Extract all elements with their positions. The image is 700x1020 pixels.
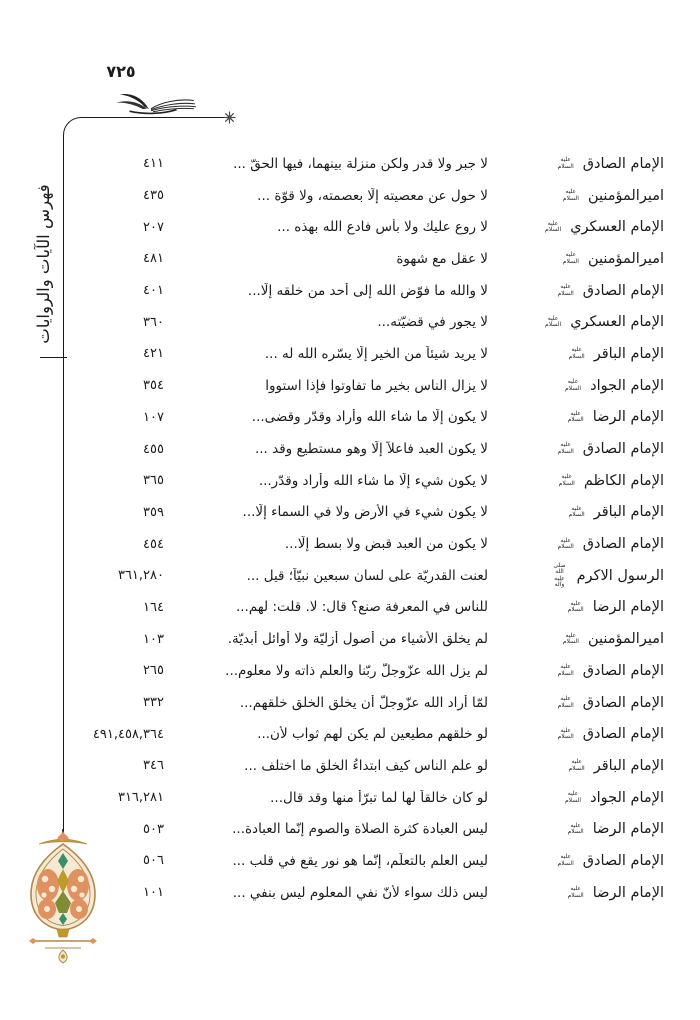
narrator-name: الإمام الصادق (582, 662, 664, 679)
index-entry-row (60, 148, 664, 180)
narrator-name: الإمام الباقر (593, 345, 664, 362)
open-book-sketch-icon (102, 85, 200, 117)
entry-text: لا عقل مع شهوة (396, 250, 488, 267)
honorific-stamp: عليه السلام (545, 219, 562, 234)
honorific-stamp: عليه السلام (562, 251, 579, 265)
entry-page-number: ٥٠٣ (143, 821, 164, 837)
entry-page-number: ٤٨١ (143, 251, 164, 267)
entry-page-number: ٣٥٩ (143, 504, 164, 520)
honorific-stamp: عليه السلام (567, 821, 584, 836)
entry-text: لا يزال الناس بخير ما تفاوتوا فإذا استووا (265, 377, 488, 394)
entry-text: لا حول عن معصيته إلّا بعصمته، ولا قوّة ... (257, 187, 488, 204)
honorific-stamp: عليه السلام (567, 885, 584, 899)
honorific-stamp: عليه السلام (567, 599, 584, 614)
entry-text: ليس العبادة كثرة الصلاة والصوم إنّما العبادة... (232, 821, 488, 838)
narrator-cell (488, 695, 664, 711)
honorific-stamp: عليه السلام (568, 346, 585, 360)
entry-page-number: ٣٦١,٢٨٠ (117, 568, 164, 584)
narrator-cell (488, 156, 664, 172)
entry-text: لا يجور في قضيّته... (377, 314, 488, 331)
honorific-stamp: عليه السلام (557, 853, 574, 867)
index-entry-row (60, 623, 664, 655)
honorific-stamp: عليه السلام (557, 441, 574, 456)
index-entry-row (60, 845, 664, 877)
narrator-name: الإمام الرضا (592, 409, 664, 426)
entry-page-number: ٢٦٥ (143, 663, 164, 679)
index-entry-row (60, 655, 664, 687)
index-entry-row (60, 497, 664, 529)
honorific-stamp: عليه السلام (545, 314, 562, 329)
honorific-stamp: عليه السلام (557, 726, 574, 741)
arabesque-pendant-icon (23, 829, 103, 967)
narrator-cell (488, 283, 664, 299)
entry-page-number: ٤٥٥ (143, 441, 164, 457)
entry-page-number: ٤١١ (143, 156, 164, 172)
flower-asterisk-icon (222, 110, 237, 125)
entry-text: لا يكون العبد فاعلاً إلّا وهو مستطيع وقد ... (254, 441, 488, 458)
entry-text: لا يكون شيء إلّا ما شاء الله وأراد وقدّر... (258, 472, 488, 489)
honorific-stamp: عليه السلام (557, 663, 574, 677)
narrator-name: الإمام الرضا (592, 599, 664, 616)
index-entry-row (60, 782, 664, 814)
entry-page-number: ٣٦٠ (143, 314, 164, 330)
entry-text: لا والله ما فوّض الله إلى أحد من خلقه إلّا... (247, 282, 488, 299)
narrator-cell (488, 536, 664, 552)
entry-page-number: ٣٤٦ (143, 758, 164, 774)
narrator-name: الإمام الرضا (592, 884, 664, 901)
narrator-name: الإمام العسكري (570, 219, 664, 236)
entry-page-number: ١٠١ (143, 885, 164, 901)
entry-text: للناس في المعرفة صنع؟ قال: لا. قلت: لهم... (235, 599, 488, 616)
narrator-cell (488, 853, 664, 869)
index-entry-row (60, 370, 664, 402)
honorific-stamp: عليه السلام (558, 473, 575, 487)
index-entry-row (60, 592, 664, 624)
entry-text: لو علم الناس كيف ابتداءُ الخلق ما اختلف ... (244, 757, 488, 774)
narrator-cell (488, 821, 664, 837)
narrator-name: الإمام الصادق (582, 536, 664, 553)
index-entry-row (60, 877, 664, 909)
honorific-stamp: عليه السلام (564, 378, 582, 392)
index-entry-row (60, 275, 664, 307)
entry-page-number: ٤٠١ (143, 283, 164, 299)
narrator-name: الإمام العسكري (570, 314, 664, 331)
narrator-cell (488, 219, 664, 235)
entry-page-number: ١٠٣ (143, 631, 164, 647)
index-entry-row (60, 465, 664, 497)
index-entry-row (60, 180, 664, 212)
entry-text: لم يزل الله عزّوجلّ ربّنا والعلم ذاته ولا معلوم... (225, 662, 488, 679)
entry-text: لم يخلق الأشياء من أصول أزليّة ولا أوائل أبديّة. (227, 631, 488, 648)
narrator-name: الإمام الصادق (582, 852, 664, 869)
narrator-cell (488, 663, 664, 679)
entry-text: لمّا أراد الله عزّوجلّ أن يخلق الخلق خلقهم... (239, 694, 488, 711)
entry-page-number: ٣٥٤ (143, 378, 164, 394)
entry-text: لو كان خالقاً لها لما تبرّأ منها وقد قال... (270, 789, 488, 806)
entry-page-number: ٥٠٦ (143, 853, 164, 869)
narrator-cell (488, 188, 664, 204)
entry-page-number: ٣٦٥ (143, 473, 164, 489)
narrator-cell (488, 473, 664, 489)
narrator-cell (488, 758, 664, 774)
narrator-name: الإمام الصادق (582, 282, 664, 299)
narrator-cell (488, 251, 664, 267)
entry-text: لو خلقهم مطيعين لم يكن لهم ثواب لأن... (257, 726, 488, 743)
honorific-stamp: عليه السلام (557, 283, 574, 297)
narrator-name: الإمام الكاظم (583, 472, 664, 489)
entry-text: لا يكون من العبد قبض ولا بسط إلّا... (284, 536, 488, 553)
honorific-stamp: عليه السلام (557, 536, 574, 551)
entry-page-number: ٣١٦,٢٨١ (117, 790, 164, 806)
honorific-stamp: عليه السلام (557, 694, 574, 709)
index-entry-row (60, 338, 664, 370)
entry-page-number: ١٠٧ (143, 409, 164, 425)
honorific-stamp: عليه السلام (568, 758, 585, 772)
narrator-name: الإمام الجواد (590, 789, 664, 806)
index-entry-row (60, 433, 664, 465)
narrator-cell (488, 409, 664, 425)
narrator-cell (488, 885, 664, 901)
honorific-stamp: عليه السلام (562, 631, 579, 646)
narrator-name: الرسول الاكرم (576, 567, 664, 584)
entry-text: ليس ذلك سواء لأنّ نفي المعلوم ليس بنفي ... (232, 884, 488, 901)
entry-page-number: ٣٣٢ (143, 695, 164, 711)
narrator-name: الإمام الصادق (582, 726, 664, 743)
narrator-cell (488, 504, 664, 520)
narrator-name: الإمام الصادق (582, 441, 664, 458)
entry-page-number: ٤٥٤ (143, 536, 164, 552)
honorific-stamp: صلى الله عليه وآله (553, 561, 566, 589)
entry-page-number: ٢٠٧ (143, 219, 164, 235)
entry-text: لا جبر ولا قدر ولكن منزلة بينهما، فيها الحقّ ... (233, 155, 488, 172)
narrator-cell (488, 346, 664, 362)
entry-text: لا يكون إلّا ما شاء الله وأراد وقدّر وقضى... (251, 409, 488, 426)
index-entry-row (60, 687, 664, 719)
narrator-cell (488, 378, 664, 394)
entry-text: لا يريد شيئاً من الخير إلّا يسّره الله له ... (264, 345, 488, 362)
honorific-stamp: عليه السلام (557, 156, 574, 170)
narrator-name: اميرالمؤمنين (587, 250, 664, 267)
honorific-stamp: عليه السلام (562, 187, 579, 202)
entry-text: لعنت القدريّة على لسان سبعين نبيّاً؛ قيل ... (246, 567, 488, 584)
index-entry-row (60, 750, 664, 782)
narrator-name: الإمام الباقر (593, 504, 664, 521)
chapter-title-vertical: فهرس الآيات والروايات (34, 184, 53, 344)
index-entry-row (60, 718, 664, 750)
index-entries-list (60, 148, 664, 909)
honorific-stamp: عليه السلام (564, 790, 582, 804)
narrator-name: الإمام الرضا (592, 821, 664, 838)
page-number: ٧٢٥ (106, 62, 136, 81)
narrator-cell (488, 726, 664, 742)
narrator-name: الإمام الباقر (593, 757, 664, 774)
index-entry-row (60, 306, 664, 338)
honorific-stamp: عليه السلام (567, 409, 584, 424)
narrator-cell (488, 631, 664, 647)
index-entry-row (60, 402, 664, 434)
index-entry-row (60, 243, 664, 275)
narrator-cell (488, 563, 664, 589)
index-entry-row (60, 211, 664, 243)
entry-text: لا روع عليك ولا بأس فادع الله بهذه ... (277, 219, 488, 236)
entry-text: لا يكون شيء في الأرض ولا في السماء إلّا... (242, 504, 488, 521)
index-entry-row (60, 528, 664, 560)
narrator-name: اميرالمؤمنين (587, 187, 664, 204)
narrator-name: الإمام الجواد (590, 377, 664, 394)
entry-text: ليس العلم بالتعلّم، إنّما هو نور يقع في قلب ... (232, 852, 488, 869)
honorific-stamp: عليه السلام (568, 504, 585, 519)
index-entry-row (60, 560, 664, 592)
narrator-cell (488, 599, 664, 615)
narrator-name: اميرالمؤمنين (587, 631, 664, 648)
narrator-cell (488, 790, 664, 806)
narrator-cell (488, 314, 664, 330)
narrator-cell (488, 441, 664, 457)
narrator-name: الإمام الصادق (582, 155, 664, 172)
entry-page-number: ١٦٤ (143, 599, 164, 615)
entry-page-number: ٤٢١ (143, 346, 164, 362)
index-entry-row (60, 813, 664, 845)
entry-page-number: ٤٩١,٤٥٨,٣٦٤ (92, 726, 164, 742)
narrator-name: الإمام الصادق (582, 694, 664, 711)
entry-page-number: ٤٣٥ (143, 188, 164, 204)
